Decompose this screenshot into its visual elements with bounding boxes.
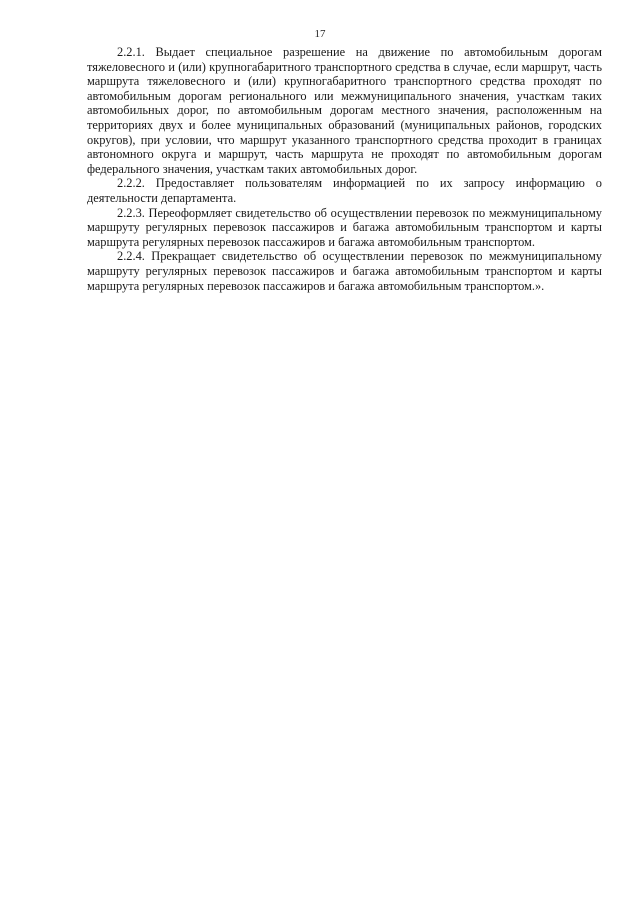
page-number: 17 [314, 28, 326, 40]
document-body [87, 45, 602, 293]
paragraph-2-2-4: 2.2.4. Прекращает свидетельство об осуществлении перевозок по межмуниципальному маршруту регулярных перевозок пассажиров и багажа автомобильным транспортом и карты маршрута регулярных перевозок пассажиров и багажа автомобильным транспортом.». [87, 249, 602, 293]
paragraph-2-2-3: 2.2.3. Переоформляет свидетельство об осуществлении перевозок по межмуниципальному маршруту регулярных перевозок пассажиров и багажа автомобильным транспортом и карты маршрута регулярных перевозок пассажиров и багажа автомобильным транспортом. [87, 205, 602, 249]
paragraph-2-2-2: 2.2.2. Предоставляет пользователям информацией по их запросу информацию о деятельности департамента. [87, 176, 602, 205]
paragraph-2-2-1: 2.2.1. Выдает специальное разрешение на движение по автомобильным дорогам тяжеловесного и (или) крупногабаритного транспортного средства в случае, если маршрут, часть маршрута тяжеловесного и (или) крупногабаритного транспортного средства проходят по автомобильным дорогам регионального или межмуниципального значения, участкам таких автомобильных дорог, по автомобильным дорогам местного значения, расположенным на территориях двух и более муниципальных образований (муниципальных районов, городских округов), при условии, что маршрут указанного транспортного средства проходит в границах автономного округа и маршрут, часть маршрута не проходят по автомобильным дорогам федерального значения, участкам таких автомобильных дорог. [87, 45, 602, 176]
